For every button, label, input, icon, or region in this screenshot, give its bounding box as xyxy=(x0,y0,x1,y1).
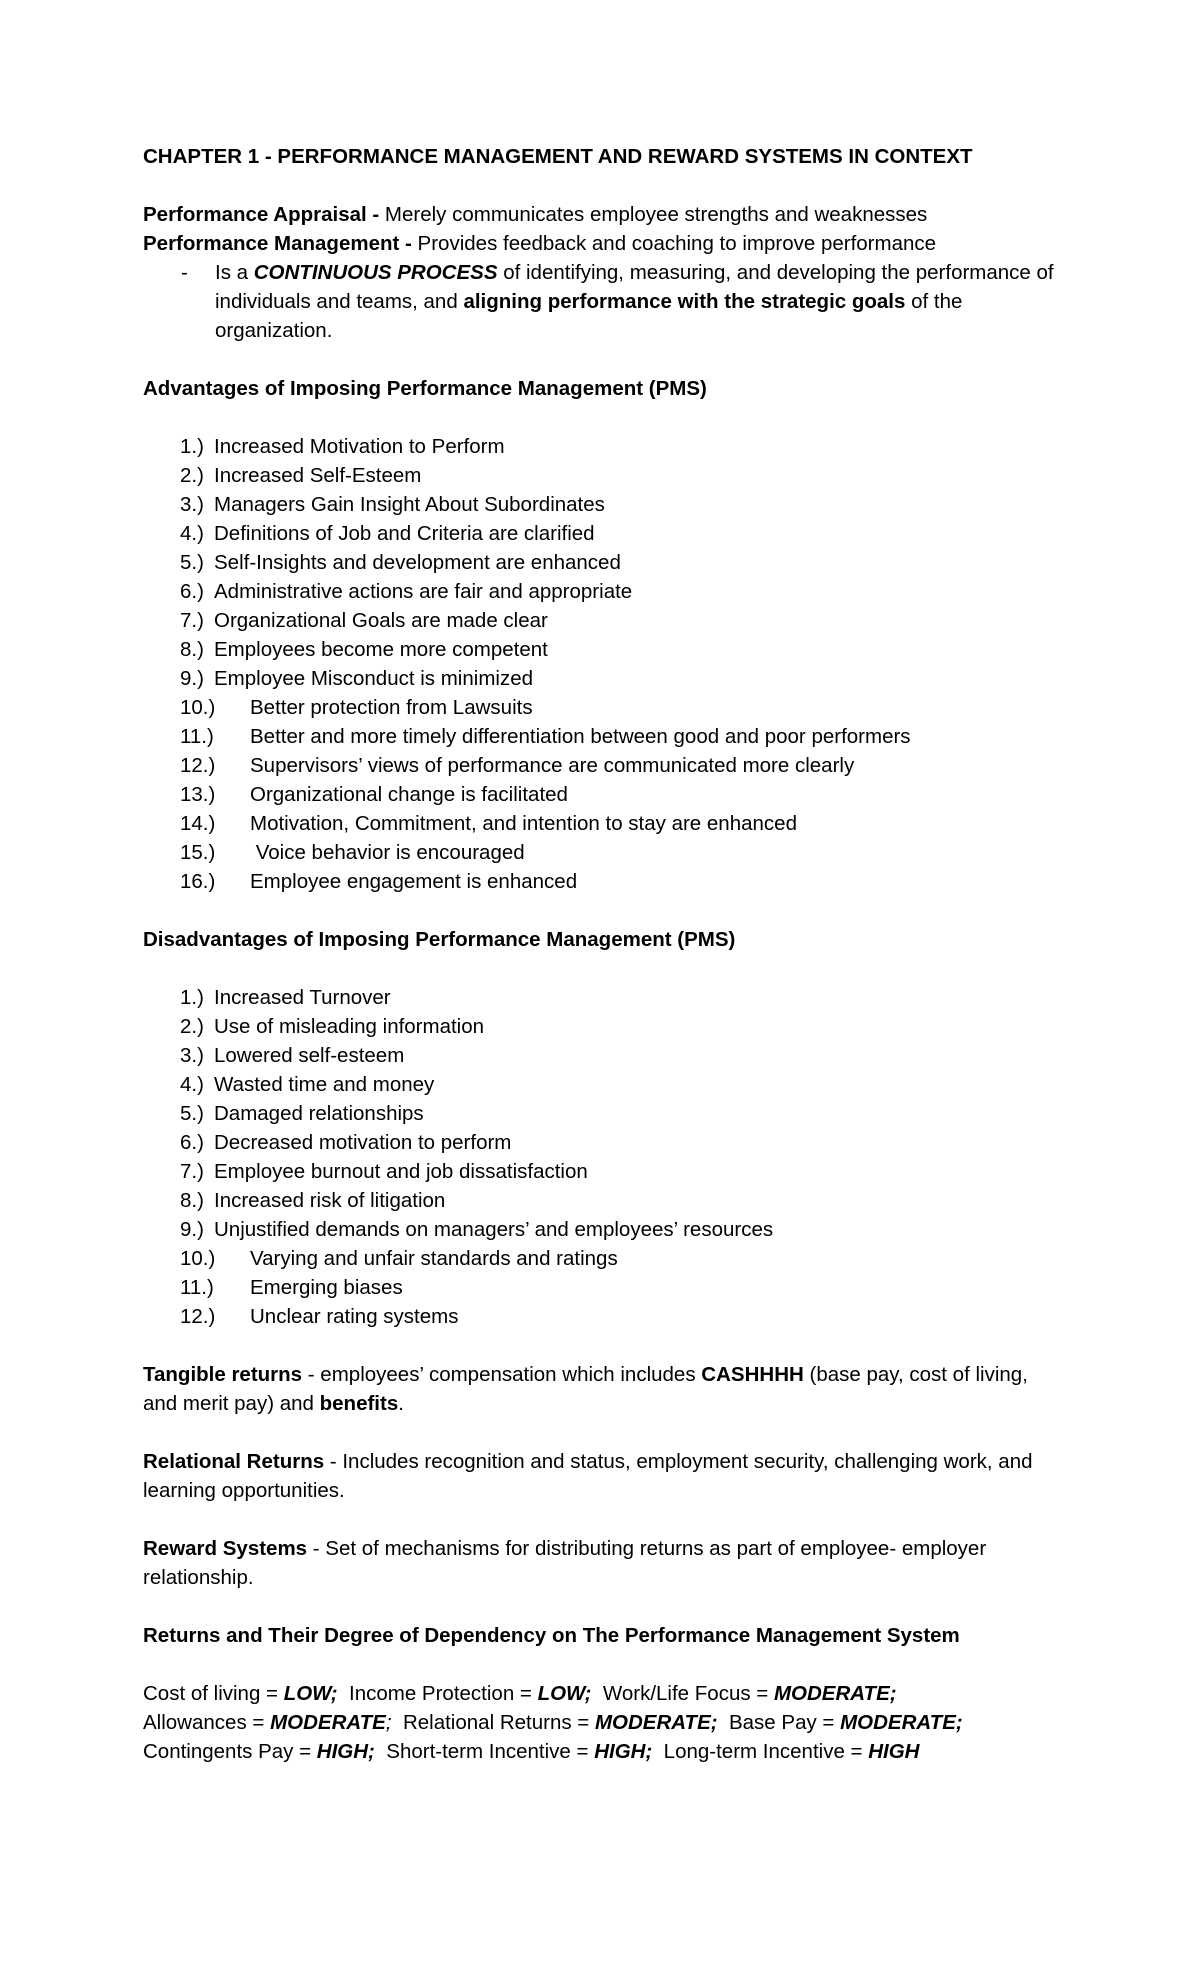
list-item: 10.) Varying and unfair standards and ratings xyxy=(180,1247,618,1270)
list-item: 5.) Self-Insights and development are enhanced xyxy=(180,551,621,574)
returns-heading: Returns and Their Degree of Dependency on The Performance Management System xyxy=(143,1624,960,1647)
list-item: 9.) Unjustified demands on managers’ and employees’ resources xyxy=(180,1218,774,1241)
relational-returns-definition: Relational Returns - Includes recognition and status, employment security, challenging work, and learning opportunities. xyxy=(143,1450,1033,1502)
list-item: 14.) Motivation, Commitment, and intention to stay are enhanced xyxy=(180,812,797,835)
reward-systems-definition: Reward Systems - Set of mechanisms for distributing returns as part of employee- employer relationship. xyxy=(143,1537,987,1589)
returns-line-2: Allowances = MODERATE; Relational Returns = MODERATE; Base Pay = MODERATE; xyxy=(143,1711,963,1734)
returns-line-1: Cost of living = LOW; Income Protection = LOW; Work/Life Focus = MODERATE; xyxy=(143,1682,897,1705)
list-item: 16.) Employee engagement is enhanced xyxy=(180,870,578,893)
disadvantages-list xyxy=(143,983,1060,1331)
continuous-process-bullet: - Is a CONTINUOUS PROCESS of identifying, measuring, and developing the performance of individuals and teams, and aligning performance with the strategic goals of the organization. xyxy=(181,261,1054,342)
advantages-heading: Advantages of Imposing Performance Management (PMS) xyxy=(143,377,707,400)
list-item: 6.) Decreased motivation to perform xyxy=(180,1131,512,1154)
tangible-returns-definition: Tangible returns - employees’ compensation which includes CASHHHH (base pay, cost of living, and merit pay) and benefits. xyxy=(143,1363,1028,1415)
list-item: 15.) Voice behavior is encouraged xyxy=(180,841,525,864)
list-item: 1.) Increased Motivation to Perform xyxy=(180,435,505,458)
disadvantages-heading: Disadvantages of Imposing Performance Management (PMS) xyxy=(143,928,736,951)
list-item: 13.) Organizational change is facilitated xyxy=(180,783,568,806)
chapter-title: CHAPTER 1 - PERFORMANCE MANAGEMENT AND REWARD SYSTEMS IN CONTEXT xyxy=(143,145,973,168)
returns-line-3: Contingents Pay = HIGH; Short-term Incentive = HIGH; Long-term Incentive = HIGH xyxy=(143,1740,920,1763)
list-item: 10.) Better protection from Lawsuits xyxy=(180,696,533,719)
list-item: 7.) Employee burnout and job dissatisfaction xyxy=(180,1160,588,1183)
performance-management-definition: Performance Management - Provides feedback and coaching to improve performance xyxy=(143,232,937,255)
list-item: 3.) Managers Gain Insight About Subordinates xyxy=(180,493,605,516)
list-item: 11.) Emerging biases xyxy=(180,1276,403,1299)
list-item: 4.) Wasted time and money xyxy=(180,1073,435,1096)
list-item: 1.) Increased Turnover xyxy=(180,986,391,1009)
list-item: 7.) Organizational Goals are made clear xyxy=(180,609,548,632)
list-item: 8.) Increased risk of litigation xyxy=(180,1189,446,1212)
list-item: 2.) Use of misleading information xyxy=(180,1015,485,1038)
list-item: 4.) Definitions of Job and Criteria are clarified xyxy=(180,522,595,545)
list-item: 12.) Unclear rating systems xyxy=(180,1305,459,1328)
advantages-list xyxy=(143,432,1060,896)
list-item: 5.) Damaged relationships xyxy=(180,1102,424,1125)
list-item: 12.) Supervisors’ views of performance are communicated more clearly xyxy=(180,754,855,777)
list-item: 3.) Lowered self-esteem xyxy=(180,1044,405,1067)
list-item: 9.) Employee Misconduct is minimized xyxy=(180,667,534,690)
performance-appraisal-definition: Performance Appraisal - Merely communicates employee strengths and weaknesses xyxy=(143,203,928,226)
list-item: 6.) Administrative actions are fair and appropriate xyxy=(180,580,633,603)
list-item: 2.) Increased Self-Esteem xyxy=(180,464,422,487)
list-item: 11.) Better and more timely differentiation between good and poor performers xyxy=(180,725,911,748)
list-item: 8.) Employees become more competent xyxy=(180,638,548,661)
